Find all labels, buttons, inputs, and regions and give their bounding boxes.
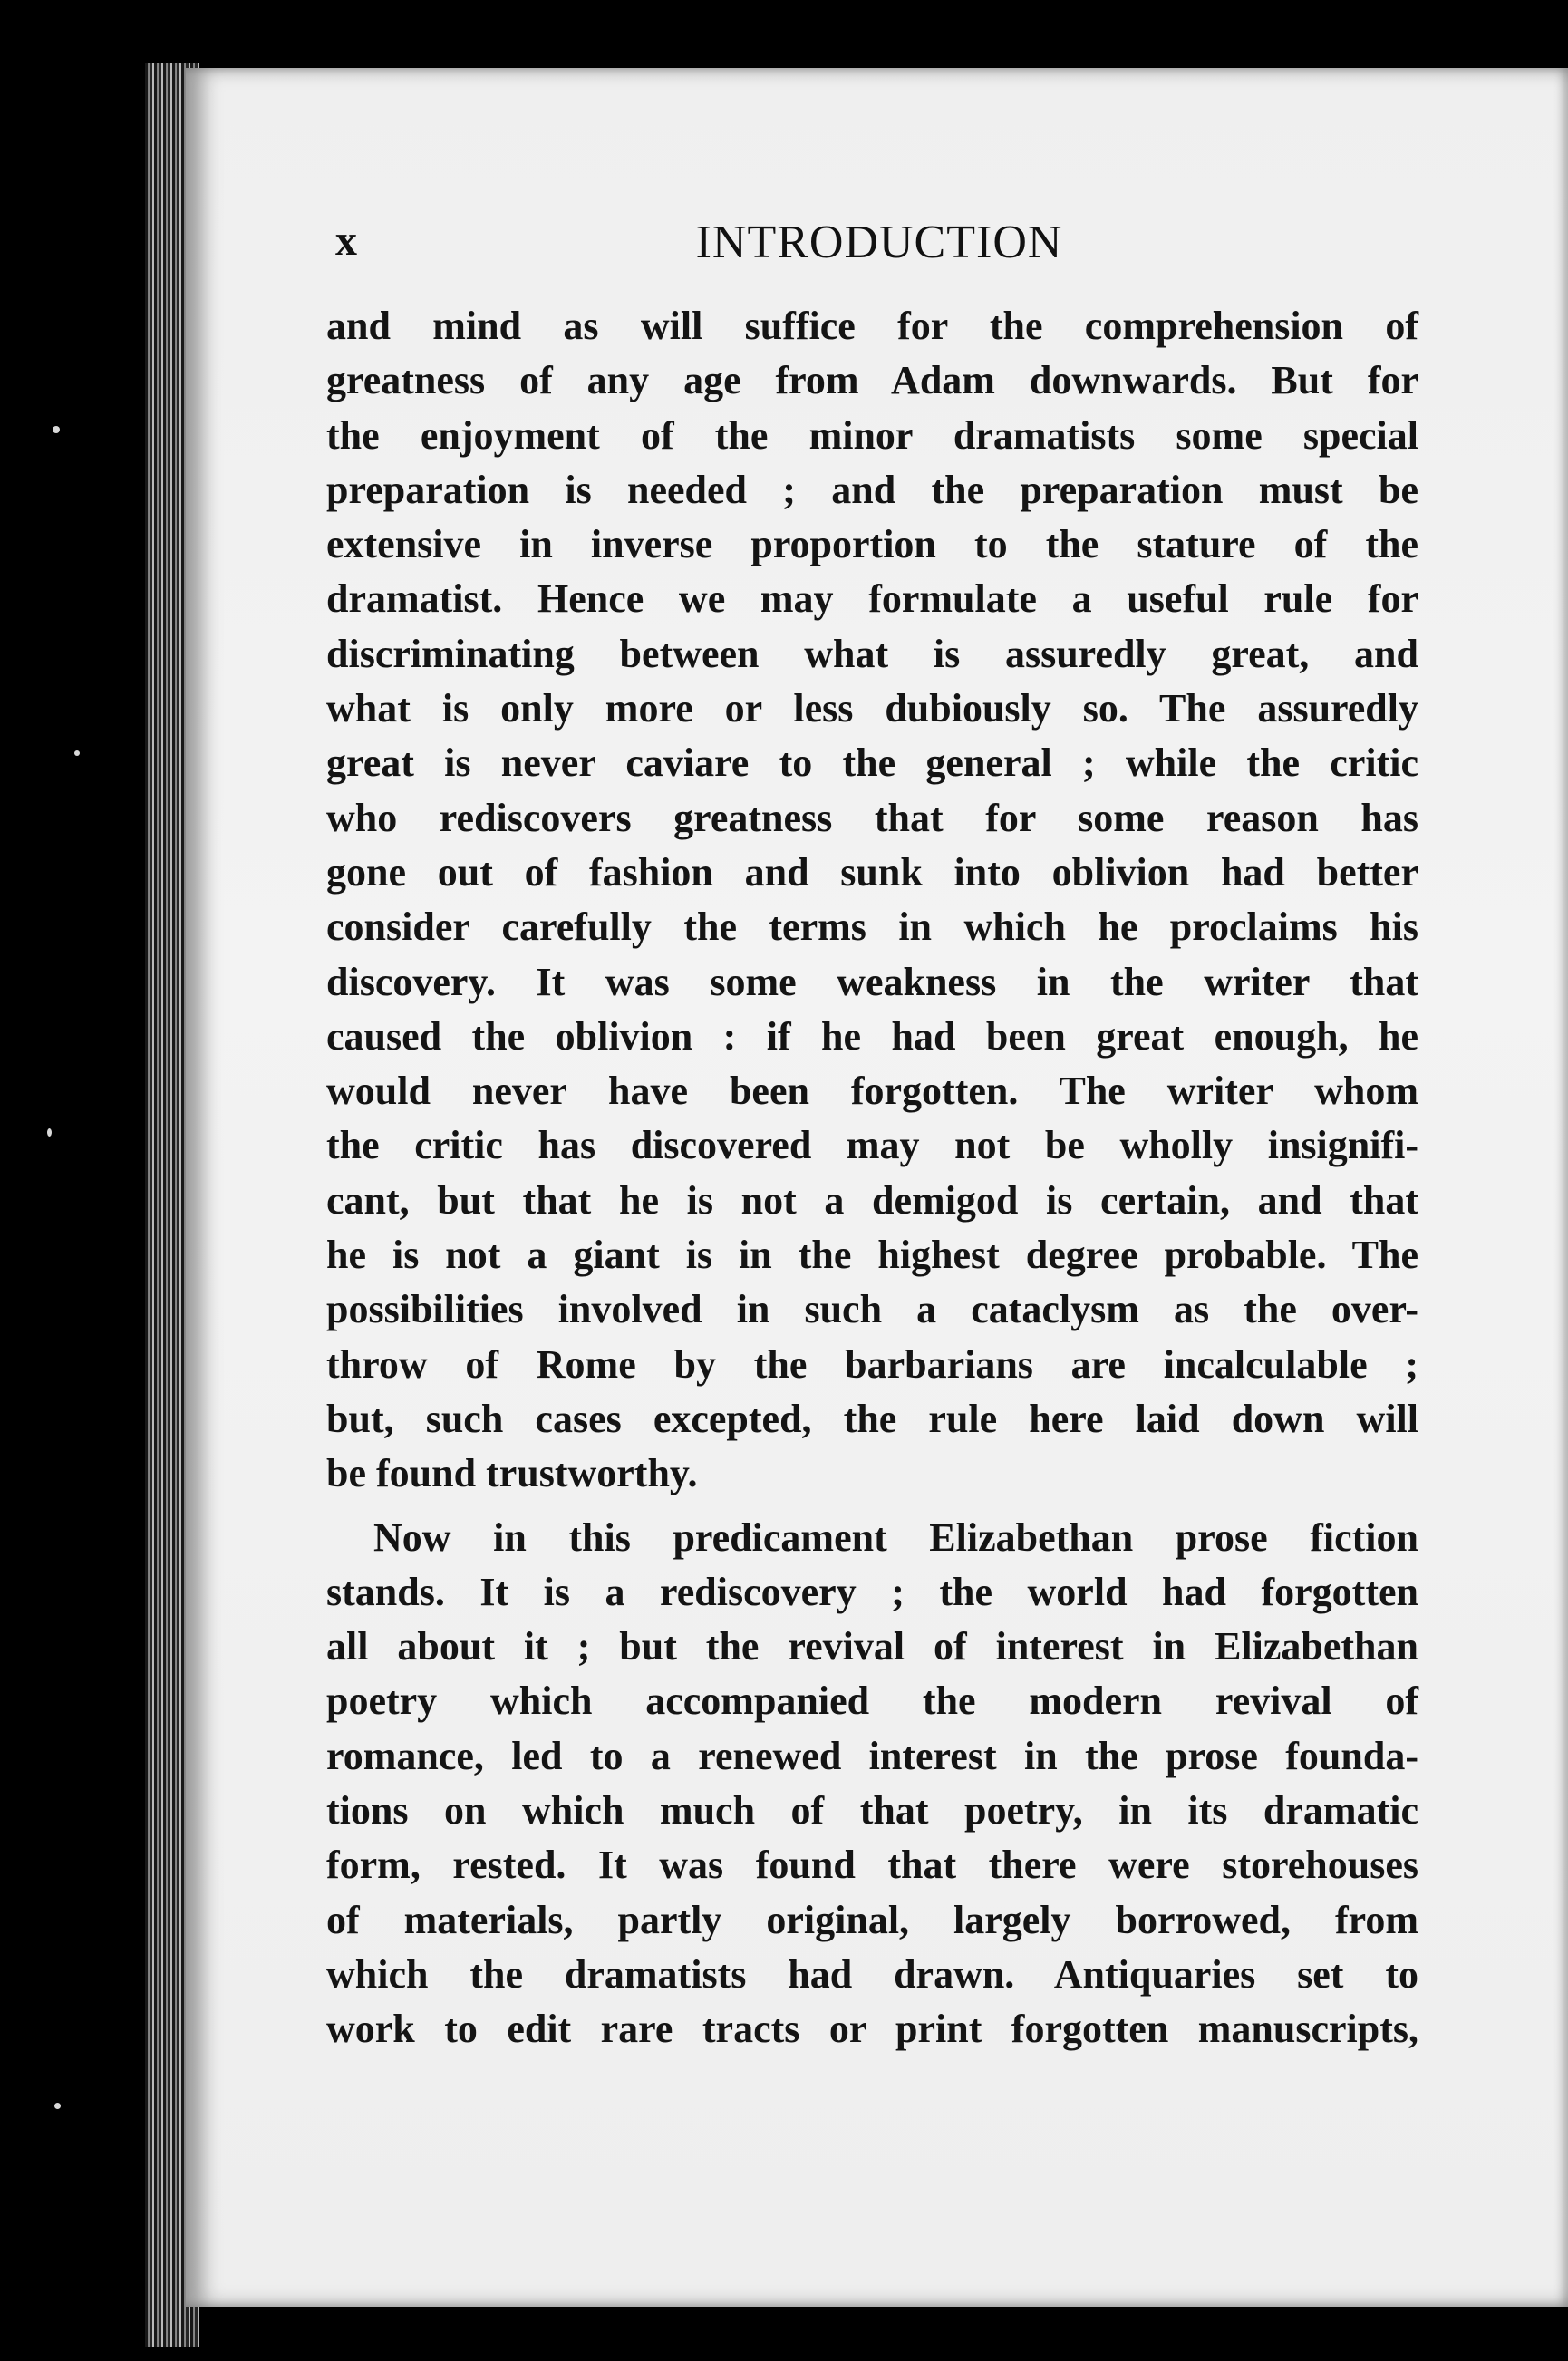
text-line: but, such cases excepted, the rule here laid down will bbox=[326, 1396, 1418, 1441]
text-line: caused the oblivion : if he had been great enough, he bbox=[326, 1013, 1418, 1059]
text-line: he is not a giant is in the highest degree probable. The bbox=[326, 1233, 1418, 1278]
body-text bbox=[326, 299, 1418, 2057]
dust-speck bbox=[54, 2103, 61, 2109]
running-head: INTRODUCTION bbox=[695, 217, 1063, 268]
dust-speck bbox=[47, 1128, 52, 1137]
text-line: which the dramatists had drawn. Antiquaries set to bbox=[326, 1951, 1418, 1997]
dust-speck bbox=[53, 426, 60, 433]
text-line: discovery. It was some weakness in the writer that bbox=[326, 959, 1418, 1004]
text-line: all about it ; but the revival of interest in Elizabethan bbox=[326, 1624, 1418, 1669]
text-line: would never have been forgotten. The writer whom bbox=[326, 1069, 1418, 1114]
text-line: what is only more or less dubiously so. The assuredly bbox=[326, 686, 1418, 731]
text-line: cant, but that he is not a demigod is certain, and that bbox=[326, 1177, 1418, 1223]
text-line: possibilities involved in such a cataclysm as the over- bbox=[326, 1287, 1418, 1332]
text-line: who rediscovers greatness that for some reason has bbox=[326, 795, 1418, 840]
text-line: form, rested. It was found that there were storehouses bbox=[326, 1843, 1418, 1888]
dust-speck bbox=[74, 750, 80, 756]
text-line: be found trustworthy. bbox=[326, 1451, 698, 1496]
text-line: poetry which accompanied the modern revival of bbox=[326, 1679, 1418, 1724]
text-line: of materials, partly original, largely borrowed, from bbox=[326, 1897, 1418, 1942]
text-line: consider carefully the terms in which he proclaims his bbox=[326, 905, 1418, 950]
text-line: greatness of any age from Adam downwards. But for bbox=[326, 358, 1418, 403]
text-line: preparation is needed ; and the preparation must be bbox=[326, 467, 1418, 512]
text-line: and mind as will suffice for the comprehension of bbox=[326, 304, 1418, 348]
page-header bbox=[335, 216, 1423, 288]
text-line: work to edit rare tracts or print forgotten manuscripts, bbox=[326, 2007, 1418, 2052]
text-line: romance, led to a renewed interest in the prose founda- bbox=[326, 1733, 1418, 1778]
text-line: tions on which much of that poetry, in its dramatic bbox=[326, 1788, 1418, 1834]
paragraph-gap bbox=[326, 1502, 1418, 1511]
text-line: dramatist. Hence we may formulate a useful rule for bbox=[326, 576, 1418, 622]
text-line: stands. It is a rediscovery ; the world had forgotten bbox=[326, 1569, 1418, 1614]
text-line: the enjoyment of the minor dramatists some special bbox=[326, 412, 1418, 458]
text-line: great is never caviare to the general ; while the critic bbox=[326, 740, 1418, 786]
page-number: x bbox=[335, 217, 357, 265]
paragraph bbox=[326, 1511, 1418, 2057]
text-line: gone out of fashion and sunk into oblivion had better bbox=[326, 849, 1418, 895]
text-line: Now in this predicament Elizabethan prose fiction bbox=[373, 1514, 1418, 1560]
text-line: the critic has discovered may not be wholly insignifi- bbox=[326, 1123, 1418, 1168]
text-line: extensive in inverse proportion to the stature of the bbox=[326, 522, 1418, 567]
text-line: throw of Rome by the barbarians are incalculable ; bbox=[326, 1341, 1418, 1387]
text-line: discriminating between what is assuredly great, and bbox=[326, 631, 1418, 676]
paragraph bbox=[326, 299, 1418, 1502]
